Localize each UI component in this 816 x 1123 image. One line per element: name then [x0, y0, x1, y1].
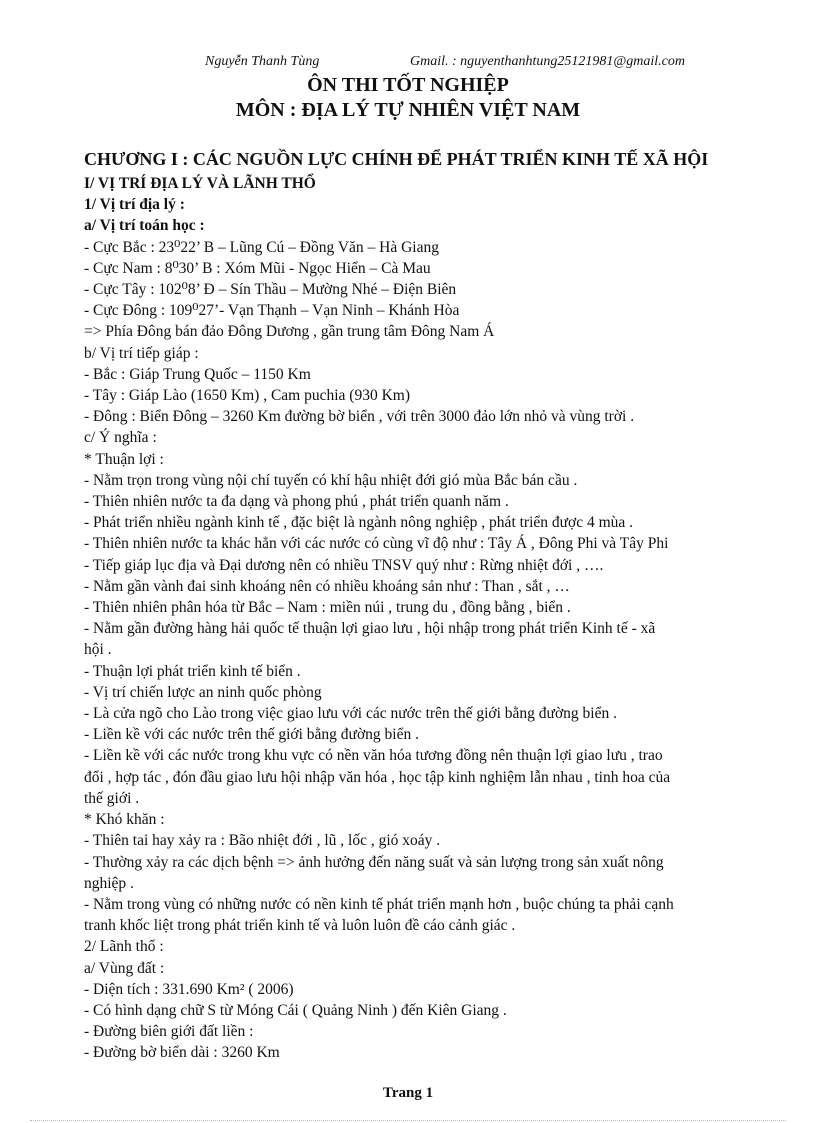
text-line: - Diện tích : 331.690 Km² ( 2006) [84, 980, 294, 998]
section-heading: I/ VỊ TRÍ ĐỊA LÝ VÀ LÃNH THỔ [84, 175, 316, 192]
document-title-line-1: ÔN THI TỐT NGHIỆP [307, 74, 509, 96]
text-line: - Nằm gần đường hàng hải quốc tế thuận lợi giao lưu , hội nhập trong phát triển Kinh tế - xã [84, 620, 656, 638]
text-line: - Liền kề với các nước trong khu vực có nền văn hóa tương đồng nên thuận lợi giao lưu , trao [84, 747, 663, 765]
text-line: - Cực Đông : 109⁰27’- Vạn Thạnh – Vạn Ninh – Khánh Hòa [84, 302, 460, 320]
text-line: - Là cửa ngõ cho Lào trong việc giao lưu với các nước trên thế giới bằng đường biển . [84, 705, 617, 723]
text-line: - Tiếp giáp lục địa và Đại dương nên có nhiều TNSV quý như : Rừng nhiệt đới , …. [84, 556, 604, 574]
text-line: - Tây : Giáp Lào (1650 Km) , Cam puchia (930 Km) [84, 387, 410, 405]
text-line: - Thiên nhiên nước ta đa dạng và phong phú , phát triển quanh năm . [84, 493, 509, 511]
text-line: 2/ Lãnh thổ : [84, 938, 164, 956]
text-line: * Khó khăn : [84, 811, 165, 829]
text-line: - Đường biên giới đất liền : [84, 1023, 254, 1041]
text-line: => Phía Đông bán đảo Đông Dương , gần trung tâm Đông Nam Á [84, 323, 495, 341]
page-bottom-divider [30, 1120, 786, 1121]
text-line: - Cực Bắc : 23⁰22’ B – Lũng Cú – Đồng Văn – Hà Giang [84, 238, 439, 256]
author-name: Nguyễn Thanh Tùng [205, 54, 320, 69]
text-line: - Nằm trong vùng có những nước có nền kinh tế phát triển mạnh hơn , buộc chúng ta phải cạnh [84, 895, 674, 913]
document-title-line-2: MÔN : ĐỊA LÝ TỰ NHIÊN VIỆT NAM [235, 99, 581, 121]
text-line: - Thuận lợi phát triển kinh tế biển . [84, 662, 301, 680]
text-line: - Nằm trọn trong vùng nội chí tuyến có khí hậu nhiệt đới gió mùa Bắc bán cầu . [84, 471, 578, 489]
page-number: Trang 1 [382, 1085, 434, 1101]
text-line: - Cực Nam : 8⁰30’ B : Xóm Mũi - Ngọc Hiển – Cà Mau [84, 259, 431, 277]
text-line: - Thiên tai hay xảy ra : Bão nhiệt đới , lũ , lốc , gió xoáy . [84, 832, 441, 850]
text-line: nghiệp . [84, 874, 134, 892]
text-line: hội . [84, 641, 112, 659]
page-header [0, 54, 816, 72]
text-line: a/ Vùng đất : [84, 959, 165, 977]
text-line: - Vị trí chiến lược an ninh quốc phòng [84, 683, 322, 701]
subsection-heading: 1/ Vị trí địa lý : [84, 196, 185, 214]
text-line: - Thường xảy ra các dịch bệnh => ảnh hưởng đến năng suất và sản lượng trong sản xuất nông [84, 853, 664, 871]
chapter-heading: CHƯƠNG I : CÁC NGUỒN LỰC CHÍNH ĐỂ PHÁT TRIỂN KINH TẾ XÃ HỘI [84, 149, 709, 169]
text-line: - Thiên nhiên phân hóa từ Bắc – Nam : miền núi , trung du , đồng bằng , biển . [84, 599, 571, 617]
text-line: - Đông : Biển Đông – 3260 Km đường bờ biển , với trên 3000 đảo lớn nhỏ và vùng trời . [84, 408, 635, 426]
text-line: * Thuận lợi : [84, 450, 164, 468]
author-email: Gmail. : nguyenthanhtung25121981@gmail.com [410, 54, 685, 69]
text-line: - Bắc : Giáp Trung Quốc – 1150 Km [84, 365, 311, 383]
text-line: - Liền kề với các nước trên thế giới bằng đường biển . [84, 726, 419, 744]
text-line: - Phát triển nhiều ngành kinh tế , đặc biệt là ngành nông nghiệp , phát triển được 4 mùa . [84, 514, 634, 532]
text-line: - Thiên nhiên nước ta khác hẳn với các nước có cùng vĩ độ như : Tây Á , Đông Phi và Tây Phi [84, 535, 669, 553]
text-line: tranh khốc liệt trong phát triển kinh tế và luôn luôn đề cáo cảnh giác . [84, 917, 516, 935]
subsection-heading: a/ Vị trí toán học : [84, 217, 205, 235]
text-line: thế giới . [84, 789, 140, 807]
document-body [84, 173, 746, 1064]
text-line: - Đường bờ biển dài : 3260 Km [84, 1044, 280, 1062]
text-line: b/ Vị trí tiếp giáp : [84, 344, 199, 362]
text-line: - Có hình dạng chữ S từ Móng Cái ( Quảng Ninh ) đến Kiên Giang . [84, 1001, 507, 1019]
text-line: - Cực Tây : 102⁰8’ Đ – Sín Thầu – Mường Nhé – Điện Biên [84, 281, 457, 299]
text-line: c/ Ý nghĩa : [84, 429, 157, 447]
text-line: đổi , hợp tác , đón đầu giao lưu hội nhập văn hóa , học tập kinh nghiệm lẫn nhau , tinh hoa của [84, 768, 671, 786]
text-line: - Nằm gần vành đai sinh khoáng nên có nhiều khoáng sản như : Than , sắt , … [84, 577, 570, 595]
